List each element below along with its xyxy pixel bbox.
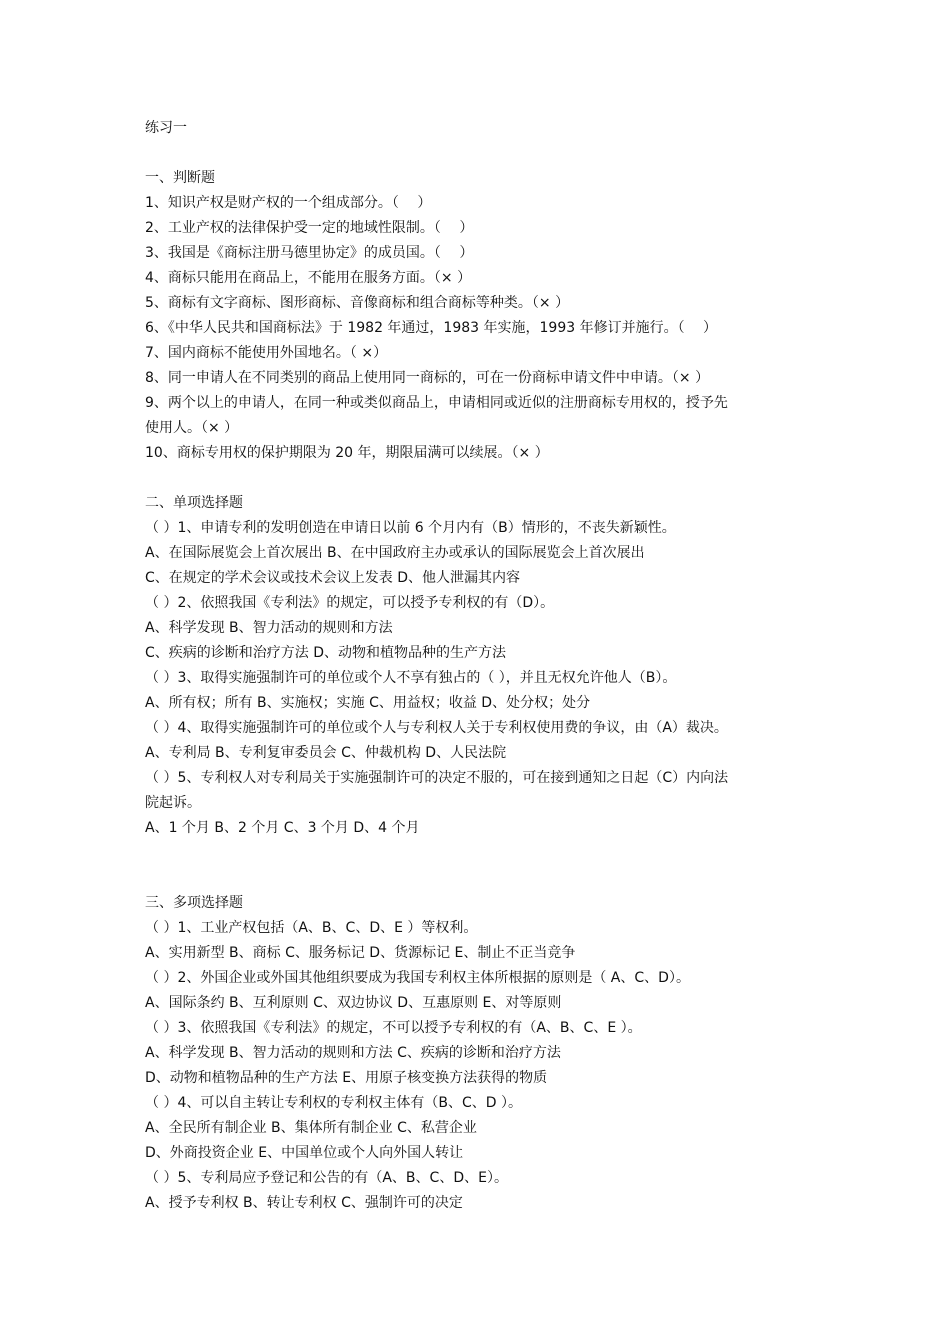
option-line: D、动物和植物品种的生产方法 E、用原子核变换方法获得的物质 — [145, 1070, 548, 1086]
option-line: A、所有权；所有 B、实施权；实施 C、用益权；收益 D、处分权；处分 — [145, 695, 591, 711]
question-line: 5、商标有文字商标、图形商标、音像商标和组合商标等种类。（× ） — [145, 295, 570, 311]
question-line: 9、两个以上的申请人，在同一种或类似商品上，申请相同或近似的注册商标专用权的，授予先 — [145, 395, 728, 411]
option-line: A、科学发现 B、智力活动的规则和方法 — [145, 620, 393, 636]
question-line: 7、国内商标不能使用外国地名。（ ×） — [145, 345, 388, 361]
question-line: 6、《中华人民共和国商标法》于 1982 年通过，1983 年实施，1993 年修订并施行。（ ） — [145, 320, 718, 336]
option-line: A、专利局 B、专利复审委员会 C、仲裁机构 D、人民法院 — [145, 745, 507, 761]
option-line: A、全民所有制企业 B、集体所有制企业 C、私营企业 — [145, 1120, 477, 1136]
question-line: （ ）1、申请专利的发明创造在申请日以前 6 个月内有（B）情形的，不丧失新颖性。 — [145, 520, 676, 536]
option-line: A、1 个月 B、2 个月 C、3 个月 D、4 个月 — [145, 820, 420, 836]
question-line: （ ）1、工业产权包括（A、B、C、D、E ）等权利。 — [145, 920, 478, 936]
option-line: A、在国际展览会上首次展出 B、在中国政府主办或承认的国际展览会上首次展出 — [145, 545, 645, 561]
option-line: A、授予专利权 B、转让专利权 C、强制许可的决定 — [145, 1195, 463, 1211]
option-line: A、实用新型 B、商标 C、服务标记 D、货源标记 E、制止不正当竞争 — [145, 945, 576, 961]
question-line: 院起诉。 — [145, 795, 201, 811]
section-heading-true-false: 一、判断题 — [145, 170, 215, 186]
section-heading-multiple-choice: 三、多项选择题 — [145, 895, 243, 911]
option-line: D、外商投资企业 E、中国单位或个人向外国人转让 — [145, 1145, 464, 1161]
question-line: （ ）5、专利局应予登记和公告的有（A、B、C、D、E）。 — [145, 1170, 508, 1186]
question-line: 3、我国是《商标注册马德里协定》的成员国。（ ） — [145, 245, 474, 261]
question-line: （ ）5、专利权人对专利局关于实施强制许可的决定不服的，可在接到通知之日起（C）内向法 — [145, 770, 729, 786]
option-line: A、科学发现 B、智力活动的规则和方法 C、疾病的诊断和治疗方法 — [145, 1045, 561, 1061]
question-line: 2、工业产权的法律保护受一定的地域性限制。（ ） — [145, 220, 474, 236]
option-line: A、国际条约 B、互利原则 C、双边协议 D、互惠原则 E、对等原则 — [145, 995, 562, 1011]
question-line: （ ）2、依照我国《专利法》的规定，可以授予专利权的有（D）。 — [145, 595, 555, 611]
document-title: 练习一 — [145, 120, 187, 136]
question-line: 使用人。（× ） — [145, 420, 239, 436]
question-line: （ ）4、可以自主转让专利权的专利权主体有（B、C、D ）。 — [145, 1095, 522, 1111]
option-line: C、疾病的诊断和治疗方法 D、动物和植物品种的生产方法 — [145, 645, 507, 661]
option-line: C、在规定的学术会议或技术会议上发表 D、他人泄漏其内容 — [145, 570, 521, 586]
question-line: （ ）2、外国企业或外国其他组织要成为我国专利权主体所根据的原则是（ A、C、D）。 — [145, 970, 690, 986]
question-line: 8、同一申请人在不同类别的商品上使用同一商标的，可在一份商标申请文件中申请。（× ） — [145, 370, 710, 386]
question-line: （ ）4、取得实施强制许可的单位或个人与专利权人关于专利权使用费的争议，由（A）裁决。 — [145, 720, 728, 736]
document-page — [145, 116, 825, 1216]
question-line: 4、商标只能用在商品上，不能用在服务方面。（× ） — [145, 270, 472, 286]
question-line: 10、商标专用权的保护期限为 20 年，期限届满可以续展。（× ） — [145, 445, 549, 461]
question-line: （ ）3、取得实施强制许可的单位或个人不享有独占的（ ），并且无权允许他人（B）。 — [145, 670, 677, 686]
question-line: （ ）3、依照我国《专利法》的规定，不可以授予专利权的有（A、B、C、E ）。 — [145, 1020, 642, 1036]
section-heading-single-choice: 二、单项选择题 — [145, 495, 243, 511]
question-line: 1、知识产权是财产权的一个组成部分。（ ） — [145, 195, 432, 211]
